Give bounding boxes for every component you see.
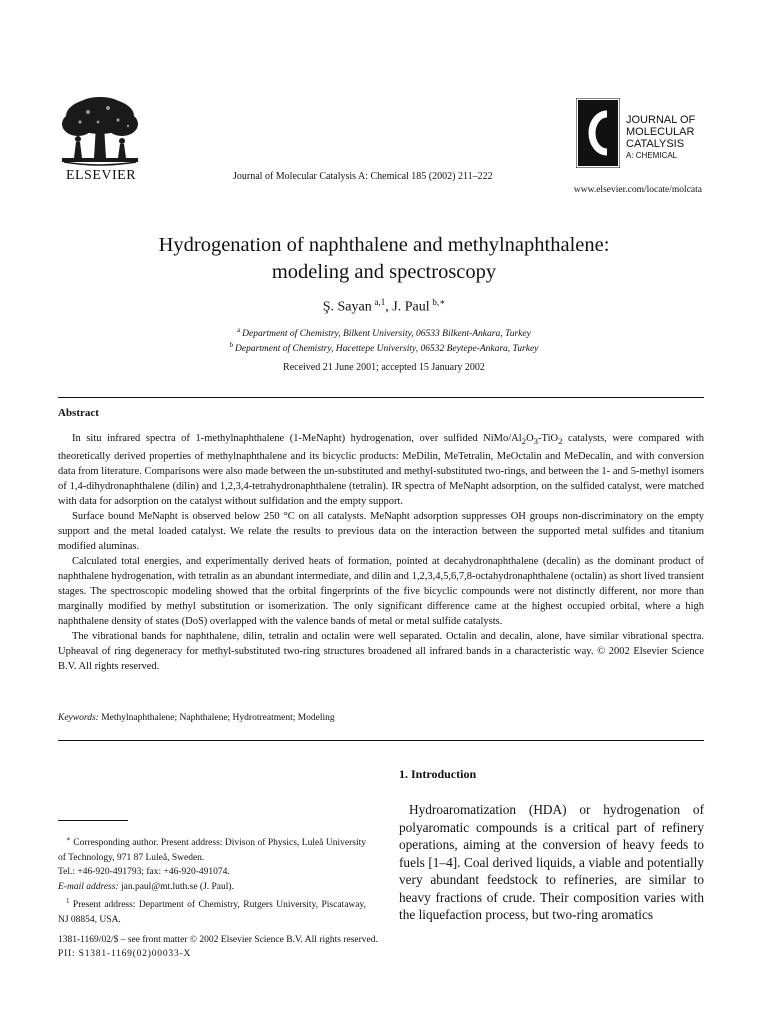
abstract-paragraph: Surface bound MeNapht is observed below 250 °C on all catalysts. MeNapht adsorption suppresses OH groups non-discriminatory on the empty support and the metal loaded catalyst. We relate the results to previous data on the interaction between the supported metal sulfides and titanium modified aluminas. (58, 511, 704, 553)
author-name: Ş. Sayan (322, 299, 372, 315)
author-affiliation-mark: b,∗ (432, 297, 446, 307)
paper-title (0, 232, 768, 286)
divider (58, 740, 704, 741)
pii-line: PII: S1381-1169(02)00033-X (58, 949, 192, 959)
publisher-name: ELSEVIER (65, 168, 137, 183)
affiliation (0, 326, 768, 339)
author-name: J. Paul (392, 299, 430, 315)
author-list (0, 297, 768, 316)
author-separator: , (385, 299, 393, 315)
section-heading: 1. Introduction (399, 767, 477, 781)
affiliation (0, 341, 768, 354)
footnote-corresponding: ∗ Corresponding author. Present address: Divison of Physics, Luleå University of Technology, 971 87 Luleå, Sweden. (58, 835, 366, 863)
journal-logo-line: JOURNAL OF (626, 114, 696, 126)
journal-url-link[interactable]: www.elsevier.com/locate/molcata (573, 185, 702, 195)
received-dates: Received 21 June 2001; accepted 15 January 2002 (283, 362, 485, 373)
abstract-heading: Abstract (58, 407, 99, 419)
abstract-paragraph: Calculated total energies, and experimentally derived heats of formation, pointed at decahydronaphthalene (decalin) as the dominant product of naphthalene hydrogenation, with tetralin as an abundant intermediate, and dilin and 1,2,3,4,5,6,7,8-octahydronaphthalene (octalin) as short lived transient stages. The spectroscopic modeling showed that the orbital fingerprints of the five bicyclic compounds were not distinctly different, nor more than marginally modified by methyl substitution or isomerization. The only significant difference came at the highest occupied orbital, where a high naphthalene density of states (DoS) overlapped with the valence bands of metal or metal sulfide catalysts. (58, 556, 704, 628)
abstract-paragraph: In situ infrared spectra of 1-methylnaphthalene (1-MeNapht) hydrogenation, over sulfided NiMo/$Al_2O_3-TiO_2$ catalysts, were compared with theoretically derived properties of methylnaphthalene and its bicyclic products: MeDilin, MeTetralin, MeOctalin and MeDecalin, and with conversion data from literature. Comparisons were also made between the un-substituted and methyl-substituted two-rings, and between the 1- and 5-methyl isomers of 1,4-dihydronaphthalene (dilin) and 1,2,3,4-tetrahydronaphthalene (tetralin). IR spectra of MeNapht adsorption, on the sulfided catalyst, were matched with data for adsorption on the catalyst without sulfidation and the empty support. (58, 433, 704, 508)
keywords-text: Methylnaphthalene; Naphthalene; Hydrotreatment; Modeling (98, 713, 335, 723)
journal-logo (576, 98, 704, 170)
journal-logo-line: CATALYSIS (626, 138, 685, 150)
journal-logo-subtitle: A: CHEMICAL (626, 151, 678, 160)
copyright-line: 1381-1169/02/$ – see front matter © 2002 Elsevier Science B.V. All rights reserved. (58, 935, 378, 945)
paper-title-line: Hydrogenation of naphthalene and methylnaphthalene: (158, 234, 610, 256)
journal-logo-line: MOLECULAR (626, 126, 695, 138)
abstract-paragraph: The vibrational bands for naphthalene, dilin, tetralin and octalin were well separated. Octalin and decalin, alone, have similar vibrational spectra. Upheaval of ring degeneracy for methyl-substituted two-ring structures broadened all infrared bands in a characteristic way. © 2002 Elsevier Science B.V. All rights reserved. (58, 631, 704, 673)
affiliation-text: Department of Chemistry, Bilkent University, 06533 Bilkent-Ankara, Turkey (242, 329, 531, 340)
affiliation-text: Department of Chemistry, Hacettepe University, 06532 Beytepe-Ankara, Turkey (235, 344, 539, 355)
divider (58, 397, 704, 398)
journal-citation: Journal of Molecular Catalysis A: Chemical 185 (2002) 211–222 (233, 171, 493, 182)
paper-title-line: modeling and spectroscopy (271, 261, 497, 283)
keywords-label: Keywords: (58, 713, 99, 723)
footnote-rule (58, 820, 128, 821)
footnote-present-address: $^1$ Present address: Department of Chemistry, Rutgers University, Piscataway, NJ 08854, USA. (58, 897, 366, 925)
footnotes (58, 832, 366, 927)
journal-c-logo-icon (576, 98, 620, 168)
keywords (58, 713, 335, 723)
affiliation-mark: b (229, 341, 234, 349)
abstract-body (58, 431, 704, 674)
affiliation-mark: a (237, 326, 241, 334)
footnote-contact: Tel.: +46-920-491793; fax: +46-920-491074. (58, 867, 230, 878)
intro-paragraph: Hydroaromatization (HDA) or hydrogenation of polyaromatic compounds is a critical part of refinery operations, aiming at the conversion of heavy feeds to fuels [1–4]. Coal derived liquids, a viable and potentially very abundant feedstock to refineries, are similar to heavy fractions of crude. Their composition varies with the liquefaction process, but two-ring aromatics (399, 802, 704, 922)
author-affiliation-mark: a,1 (374, 297, 386, 307)
footnote-email: E-mail address: jan.paul@mt.luth.se (J. Paul). (58, 881, 234, 892)
